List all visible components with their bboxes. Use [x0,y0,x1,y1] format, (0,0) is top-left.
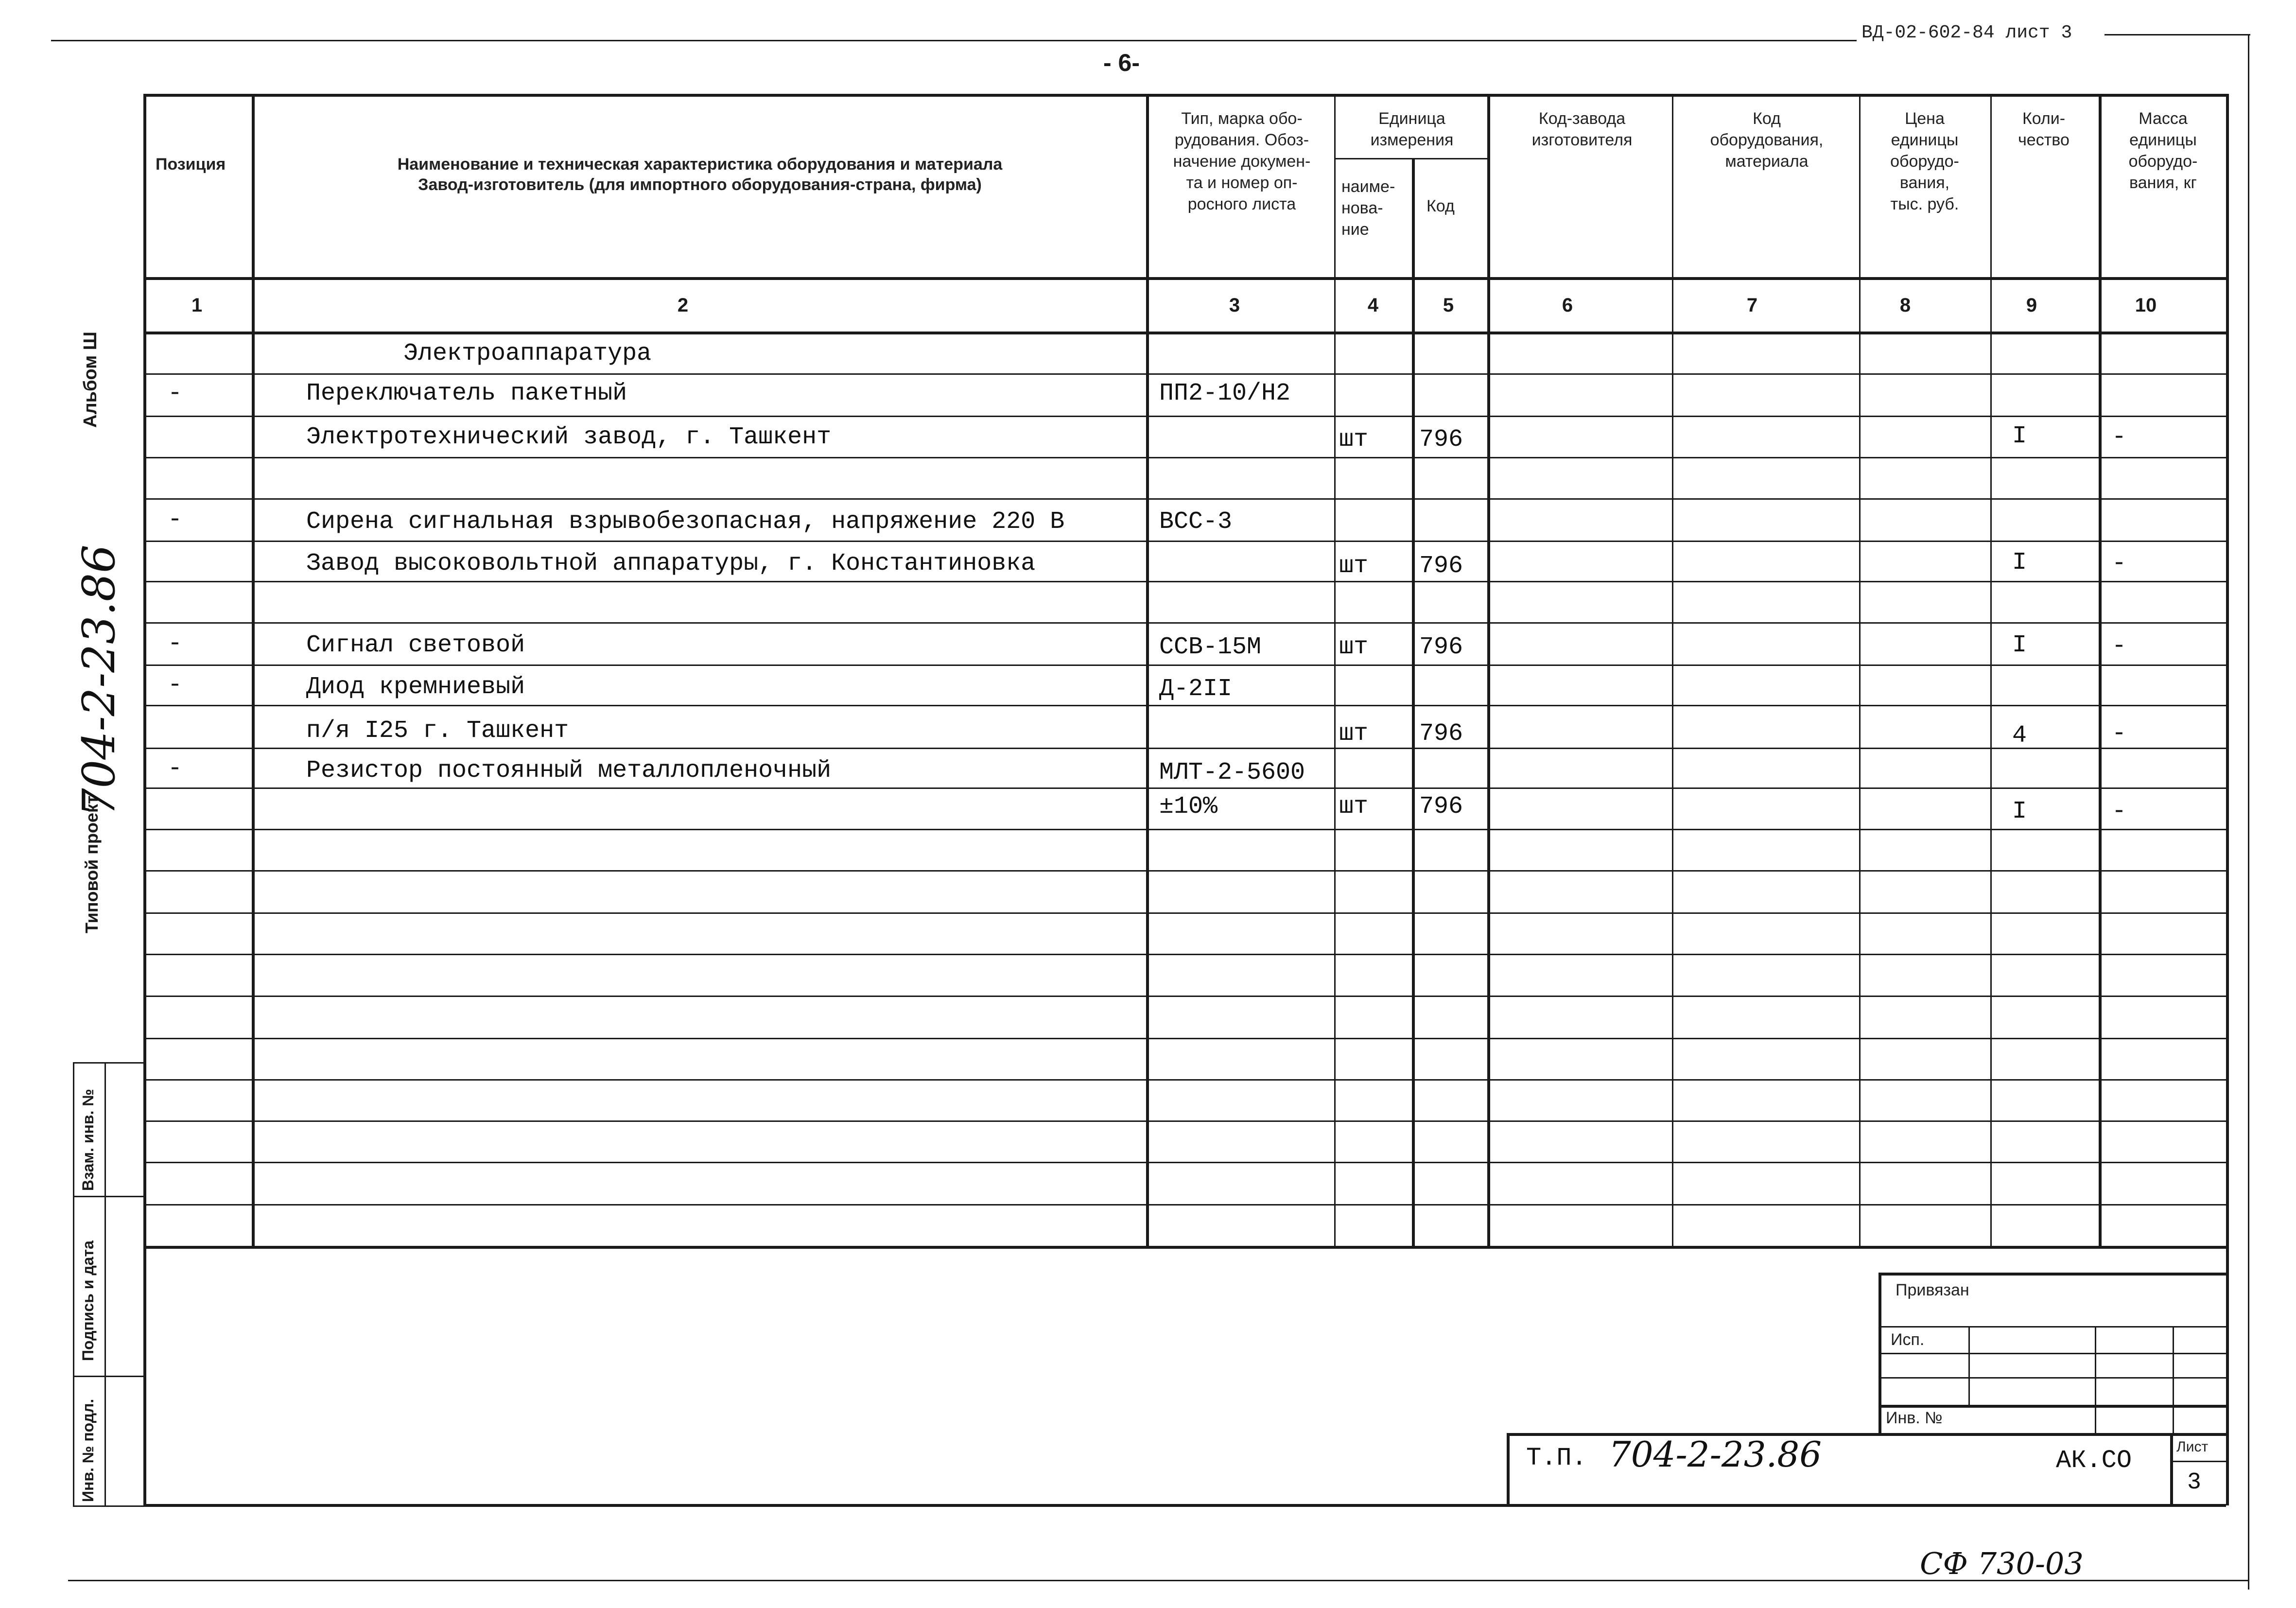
row-name: п/я I25 г. Ташкент [306,717,569,745]
title-isp: Исп. [1891,1330,1925,1349]
row-quantity: I [2012,798,2027,825]
row-name: Сирена сигнальная взрывобезопасная, напряжение 220 В [306,508,1065,536]
column-number: 8 [1899,295,1911,316]
row-name: Переключатель пакетный [306,380,627,407]
album-label: Альбом Ш [80,332,101,428]
row-type: ±10% [1159,793,1218,821]
title-sheet-number: 3 [2187,1469,2201,1496]
row-unit: шт [1339,633,1369,661]
row-quantity: I [2012,631,2027,659]
row-name: Электроаппаратура [403,340,652,367]
top-stamp: ВД-02-602-84 лист 3 [1861,22,2072,43]
title-tp-number: 704-2-23.86 [1609,1434,1822,1475]
title-tp-label: Т.П. [1526,1444,1587,1472]
bottom-stamp: СФ 730-03 [1920,1546,2084,1581]
row-position: - [168,630,183,658]
row-mass: - [2112,720,2127,748]
row-type: МЛТ-2-5600 [1159,759,1305,787]
row-quantity: I [2012,422,2027,450]
inv-podl-label: Инв. № подл. [79,1398,97,1502]
column-number: 2 [677,295,689,316]
title-doc-code: АК.СО [2056,1446,2132,1475]
row-name: Диод кремниевый [306,673,525,701]
row-code: 796 [1419,633,1463,661]
row-quantity: I [2012,549,2027,577]
row-type: Д-2II [1159,675,1233,703]
title-privyazan: Привязан [1896,1281,1969,1299]
row-name: Электротехнический завод, г. Ташкент [306,423,832,451]
header-position: Позиция [156,155,226,174]
column-number: 5 [1443,295,1454,316]
page-number: - 6- [1103,49,1140,76]
header-manufacturer-code: Код-завода изготовителя [1531,109,1633,149]
header-mass: Масса единицы оборудо- вания, кг [2128,109,2198,192]
header-unit-name: наиме- нова- ние [1341,177,1395,239]
column-number: 1 [191,295,203,316]
vzam-inv-label: Взам. инв. № [79,1089,97,1191]
column-number: 7 [1746,295,1758,316]
header-equipment-code: Код оборудования, материала [1710,109,1824,171]
column-number: 4 [1367,295,1379,316]
row-position: - [168,380,183,407]
column-number: 9 [2026,295,2037,316]
row-name: Сигнал световой [306,631,525,659]
row-position: - [168,755,183,783]
row-unit: шт [1339,552,1369,580]
row-type: ССВ-15М [1159,633,1262,661]
row-name: Резистор постоянный металлопленочный [306,757,832,785]
row-name: Завод высоковольтной аппаратуры, г. Константиновка [306,550,1036,577]
row-mass: - [2112,798,2127,825]
row-code: 796 [1419,720,1463,748]
header-unit-group: Единица измерения [1370,109,1454,149]
row-position: - [168,506,183,534]
typical-project-label: Типовой проект [82,795,102,933]
header-type: Тип, марка обо- рудования. Обоз- начение докумен- та и номер оп- росного листа [1173,109,1311,213]
row-code: 796 [1419,426,1463,454]
header-quantity: Коли- чество [2018,109,2070,149]
column-number: 6 [1562,295,1573,316]
title-sheet-label: Лист [2176,1439,2209,1455]
podpis-data-label: Подпись и дата [79,1241,97,1361]
row-unit: шт [1339,720,1369,748]
header-name-line2: Завод-изготовитель (для импортного оборудования-страна, фирма) [418,175,982,194]
row-unit: шт [1339,793,1369,821]
row-mass: - [2112,423,2127,451]
row-position: - [168,671,183,699]
row-mass: - [2112,632,2127,660]
header-unit-code: Код [1426,197,1455,215]
title-inv-no: Инв. № [1886,1409,1943,1427]
column-number: 10 [2135,295,2157,316]
typical-project-number: 704-2-23.86 [73,544,125,817]
row-code: 796 [1419,793,1463,821]
row-quantity: 4 [2012,722,2027,750]
row-type: ПП2-10/Н2 [1159,380,1291,407]
header-name-line1: Наименование и техническая характеристика оборудования и материала [397,155,1003,174]
column-number: 3 [1229,295,1240,316]
row-type: ВСС-3 [1159,508,1233,536]
header-price: Цена единицы оборудо- вания, тыс. руб. [1890,109,1959,213]
row-code: 796 [1419,552,1463,580]
row-mass: - [2112,550,2127,577]
row-unit: шт [1339,426,1369,454]
